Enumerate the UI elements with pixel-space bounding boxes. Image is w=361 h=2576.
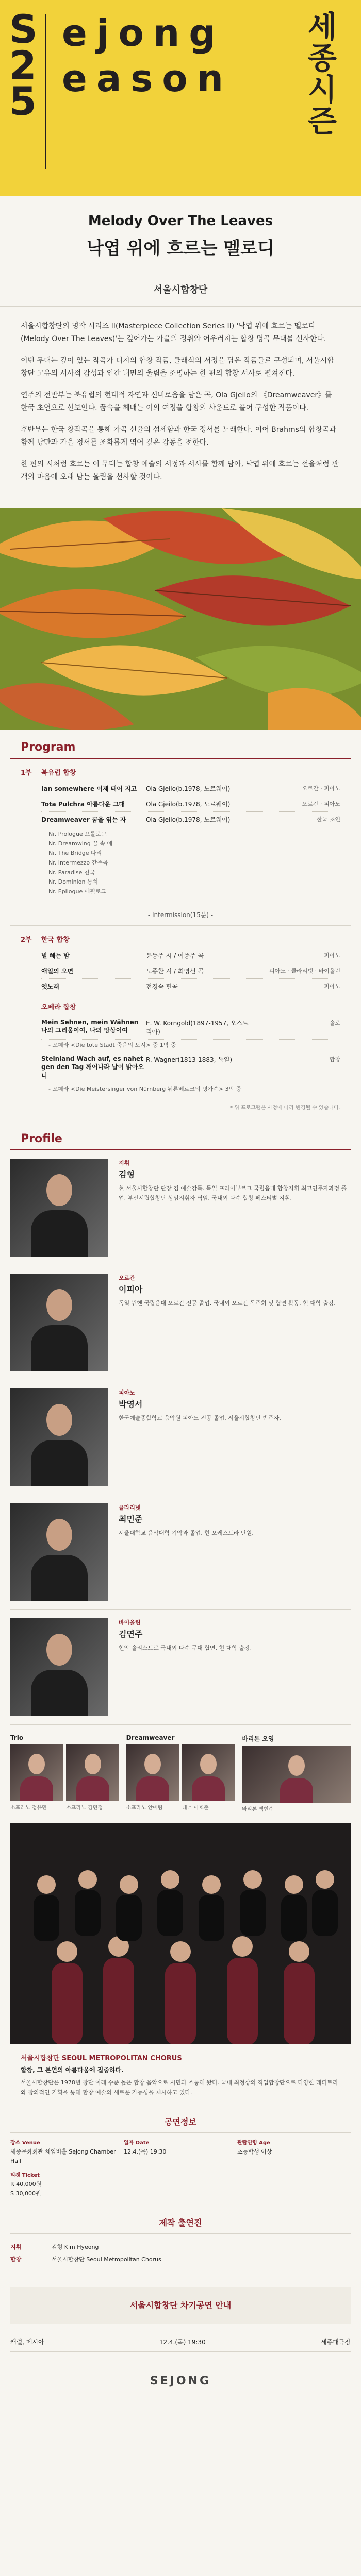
choir-desc: 서울시합창단은 1978년 창단 이래 수준 높은 합창 음악으로 시민과 소통해 왔다. 국내 최정상의 직업합창단으로 다양한 레퍼토리와 창의적인 기획을 통해 합창 예술의 새로운 가능성을 제시하고 있다. <box>21 2079 338 2096</box>
profile-name: 김연주 <box>119 1629 143 1639</box>
info-grid <box>10 2139 351 2165</box>
soloist-photo <box>10 1744 63 1801</box>
piece-title: Dreamweaver 꿈을 엮는 자 <box>41 816 126 823</box>
title-english: Melody Over The Leaves <box>88 213 273 229</box>
credit-row <box>10 2253 351 2265</box>
info-value: 초등학생 이상 <box>237 2148 272 2156</box>
group-title: 북유럽 합창 <box>41 769 76 777</box>
soloist-group <box>10 1734 119 1812</box>
brand-word-eason: eason <box>62 57 233 100</box>
profile-role: 클라리넷 <box>119 1504 141 1511</box>
next-title: 캐럴, 메시아 <box>10 2338 44 2346</box>
piece-composer: 전경숙 편곡 <box>146 982 178 990</box>
soloist-photo <box>126 1744 179 1801</box>
leaves-artwork <box>0 508 361 730</box>
brand-letter: 2 <box>9 42 37 88</box>
piece-instrument: 피아노 <box>324 952 340 959</box>
piece-title: 별 헤는 밤 <box>41 952 70 959</box>
soloist-photo <box>242 1746 351 1803</box>
part-label: 1부 <box>21 769 32 777</box>
profile-info <box>119 1618 351 1716</box>
profile-photo <box>10 1388 108 1486</box>
season-header <box>0 0 361 196</box>
piece-title: Steinland Wach auf, es nahet gen den Tag 깨어나라 날이 밝아오니 <box>41 1055 144 1079</box>
piece-instrument: 피아노 <box>324 982 340 990</box>
info-label: 일자 Date <box>124 2140 150 2146</box>
profile-name: 이피아 <box>119 1284 143 1294</box>
credit-name: 김형 Kim Hyeong <box>52 2243 99 2250</box>
credits-heading: 제작 출연진 <box>10 2207 351 2234</box>
program-item <box>41 963 340 979</box>
info-value: 세종문화회관 체임버홀 Sejong Chamber Hall <box>10 2148 116 2164</box>
profile-name: 박영서 <box>119 1399 143 1409</box>
group-title: 한국 합창 <box>41 936 70 944</box>
profile-role: 피아노 <box>119 1389 135 1396</box>
soloist-photo <box>182 1744 235 1801</box>
program-part-2 <box>10 926 351 1099</box>
soloist-group <box>242 1734 351 1812</box>
soloist-name: 테너 이호준 <box>182 1805 209 1811</box>
profile-desc: 독일 뮌헨 국립음대 오르간 전공 졸업. 국내외 오르간 독주회 및 협연 활동. 현 대학 출강. <box>119 1299 336 1307</box>
movement-list <box>41 827 340 901</box>
soloist-group <box>126 1734 235 1812</box>
piece-instrument: 한국 초연 <box>316 816 340 823</box>
piece-instrument: 합창 <box>329 1056 340 1063</box>
info-age <box>237 2139 351 2165</box>
soloists <box>10 1734 351 1812</box>
profile-desc: 현 서울시합창단 단장 겸 예술감독. 독일 프라이부르크 국립음대 합창지휘 최고연주자과정 졸업. 부산시립합창단 상임지휘자 역임. 국내외 다수 합창 페스티벌 지휘. <box>119 1184 347 1201</box>
choir-tagline: 합창, 그 본연의 아름다움에 집중하다. <box>21 2066 124 2074</box>
piece-title: Ian somewhere 이제 태어 지고 <box>41 785 137 792</box>
piece-instrument: 피아노 · 클라리넷 · 바이올린 <box>269 967 340 974</box>
program-item <box>41 812 340 827</box>
info-value: 12.4.(목) 19:30 <box>124 2148 167 2156</box>
part-body <box>41 932 340 1096</box>
part-label: 2부 <box>21 936 32 944</box>
piece-title: Tota Pulchra 아름다운 그대 <box>41 801 125 808</box>
profile-info <box>119 1159 351 1257</box>
brand-korean-char: 즌 <box>307 103 337 139</box>
program-item <box>41 796 340 812</box>
profile-photo <box>10 1274 108 1371</box>
credit-name: 서울시합창단 Seoul Metropolitan Chorus <box>52 2256 161 2263</box>
profile-heading: Profile <box>10 1121 351 1150</box>
piece-composer: 윤동주 시 / 이종주 곡 <box>146 952 204 959</box>
piece-instrument: 오르간 · 피아노 <box>302 785 340 792</box>
program-footnote: * 위 프로그램은 사정에 따라 변경될 수 있습니다. <box>230 1105 340 1111</box>
brand-letter: S <box>9 6 38 52</box>
soloist-name: 바리톤 백현수 <box>242 1806 274 1812</box>
profile-desc: 서울대학교 음악대학 기악과 졸업. 현 오케스트라 단원. <box>119 1529 254 1536</box>
piece-title: 엣노래 <box>41 982 59 990</box>
soloist-name: 소프라노 정유민 <box>10 1805 47 1811</box>
organization-name: 서울시합창단 <box>21 275 340 296</box>
profile-row <box>10 1265 351 1380</box>
brand-letter: 5 <box>9 78 37 124</box>
intro-paragraph: 연주의 전반부는 북유럽의 현대적 자연과 신비로움을 담은 곡, Ola Gjeilo의 《Dreamweaver》를 한국 초연으로 선보인다. 꿈속을 헤매는 이의 여정을 합창의 사운드로 풀어 구성한 작품이다. <box>21 391 332 412</box>
profile-desc: 한국예술종합학교 음악원 피아노 전공 졸업. 서울시합창단 반주자. <box>119 1414 281 1421</box>
profile-name: 최민준 <box>119 1514 143 1524</box>
movement-item: Nr. Dominion 통치 <box>48 878 99 886</box>
choir-illustration <box>10 1823 351 2044</box>
info-label: 장소 Venue <box>10 2140 40 2146</box>
movement-item: Nr. The Bridge 다리 <box>48 850 102 857</box>
profile-name: 김형 <box>119 1169 135 1179</box>
choir-photo <box>10 1823 351 2044</box>
next-date: 12.4.(목) 19:30 <box>159 2338 206 2346</box>
piece-instrument: 솔로 <box>329 1019 340 1026</box>
piece-note: - 오페라 <Die tote Stadt 죽음의 도시> 중 1막 중 <box>48 1041 176 1048</box>
program-item <box>41 1052 340 1083</box>
soloist-group-label: Dreamweaver <box>126 1734 175 1741</box>
soloist-name: 소프라노 김민정 <box>66 1805 103 1811</box>
soloist-photo <box>66 1744 119 1801</box>
credits <box>10 2234 351 2272</box>
program-item <box>41 1015 340 1040</box>
header-divider <box>45 14 46 169</box>
credit-role: 합창 <box>10 2256 22 2263</box>
program-item <box>41 979 340 994</box>
program-part-1 <box>10 759 351 904</box>
next-venue: 세종대극장 <box>321 2338 351 2346</box>
profile-role: 지휘 <box>119 1159 130 1166</box>
brand-korean-char: 시 <box>307 72 337 107</box>
soloist-group-label: 바리톤 오영 <box>242 1735 274 1742</box>
profile-photo <box>10 1159 108 1257</box>
movement-item: Nr. Dreamwing 꿈 속 에 <box>48 840 113 847</box>
piece-composer: R. Wagner(1813-1883, 독일) <box>146 1056 233 1063</box>
brand-korean-char: 종 <box>307 40 337 76</box>
movement-item: Nr. Intermezzo 간주곡 <box>48 859 108 867</box>
profile-row <box>10 1150 351 1265</box>
soloist-group-label: Trio <box>10 1734 24 1741</box>
profile-row <box>10 1610 351 1725</box>
group-title: 오페라 합창 <box>41 1003 76 1011</box>
piece-note: - 오페라 <Die Meistersinger von Nürnberg 뉘른베르크의 명가수> 3막 중 <box>48 1085 242 1092</box>
brand-word-ejong: ejong <box>62 11 225 55</box>
profile-role: 오르간 <box>119 1274 135 1281</box>
profile-info <box>119 1388 351 1486</box>
program-heading: Program <box>10 730 351 759</box>
intro-paragraph: 후반부는 한국 창작곡을 통해 가곡 선율의 섬세함과 한국 정서를 노래한다. 이어 Brahms의 합창곡과 함께 낭만과 가을 정서를 조화롭게 엮어 깊은 감동을 전한다. <box>21 426 336 447</box>
profile-row <box>10 1495 351 1610</box>
intro-paragraph: 서울시합창단의 명작 시리즈 II(Masterpiece Collection Series II) '낙엽 위에 흐르는 멜로디(Melody Over The Leaves)'는 깊어가는 가을의 정취와 어우러지는 합창 명곡 무대를 선사한다. <box>21 322 326 343</box>
sejong-logo: SEJONG <box>150 2374 211 2387</box>
movement-item: Nr. Paradise 천국 <box>48 869 95 876</box>
profile-info <box>119 1503 351 1601</box>
piece-title: Mein Sehnen, mein Wähnen 나의 그리움이여, 나의 망상이여 <box>41 1018 139 1034</box>
piece-title: 애일의 오면 <box>41 967 74 975</box>
title-block <box>0 196 361 307</box>
intro-paragraph: 이번 무대는 깊이 있는 작곡가 디지의 합창 작품, 클래식의 서정을 담은 작품들로 구성되며, 서울시합창단 고유의 서사적 감성과 인간 내면의 울림을 조명하는 한 편의 합창 서사로 펼쳐진다. <box>21 357 334 378</box>
choir-block <box>10 2044 351 2106</box>
intro-paragraph: 한 편의 시처럼 흐르는 이 무대는 합창 예술의 서정과 서사를 함께 담아, 낙엽 위에 흐르는 선율처럼 관객의 마음에 오래 남는 울림을 선사할 것이다. <box>21 460 339 481</box>
profile-desc: 현악 솔리스트로 국내외 다수 무대 협연. 현 대학 출강. <box>119 1644 252 1651</box>
intro-text <box>0 307 361 508</box>
piece-composer: Ola Gjeilo(b.1978, 노르웨이) <box>146 801 231 808</box>
season-mark <box>9 6 38 124</box>
profile-info <box>119 1274 351 1371</box>
brand-korean-char: 세 <box>307 9 337 44</box>
piece-instrument: 오르간 · 피아노 <box>302 801 340 807</box>
title-korean: 낙엽 위에 흐르는 멜로디 <box>87 238 274 259</box>
profile-role: 바이올린 <box>119 1619 141 1626</box>
next-performance-info <box>10 2332 351 2352</box>
info-venue <box>10 2139 124 2165</box>
leaves-illustration <box>0 508 361 730</box>
info-tickets <box>10 2172 351 2198</box>
info-heading: 공연정보 <box>10 2106 351 2133</box>
piece-composer: Ola Gjeilo(b.1978, 노르웨이) <box>146 816 231 823</box>
piece-composer: E. W. Korngold(1897-1957, 오스트리아) <box>146 1019 249 1036</box>
next-performance-banner: 서울시합창단 차기공연 안내 <box>10 2287 351 2324</box>
credit-row <box>10 2241 351 2253</box>
movement-item: Nr. Epilogue 에필로그 <box>48 888 107 895</box>
info-label: 티켓 Ticket <box>10 2173 40 2179</box>
intermission: - Intermission(15분) - <box>10 904 351 926</box>
profile-photo <box>10 1503 108 1601</box>
profile-photo <box>10 1618 108 1716</box>
piece-composer: Ola Gjeilo(b.1978, 노르웨이) <box>146 785 231 792</box>
program-item <box>41 781 340 796</box>
movement-item: Nr. Prologue 프롤로그 <box>48 831 107 837</box>
profile-row <box>10 1380 351 1495</box>
part-body <box>41 765 340 901</box>
soloist-name: 소프라노 안예림 <box>126 1805 163 1811</box>
info-label: 관람연령 Age <box>237 2140 270 2146</box>
credit-role: 지휘 <box>10 2243 22 2250</box>
brand-korean-vertical <box>304 11 340 137</box>
piece-composer: 도종환 시 / 최영선 곡 <box>146 967 204 975</box>
ticket-price: S 30,000원 <box>10 2190 41 2197</box>
info-date <box>124 2139 237 2165</box>
ticket-price: R 40,000원 <box>10 2181 42 2188</box>
program-item <box>41 948 340 963</box>
choir-name: 서울시합창단 SEOUL METROPOLITAN CHORUS <box>21 2054 182 2062</box>
